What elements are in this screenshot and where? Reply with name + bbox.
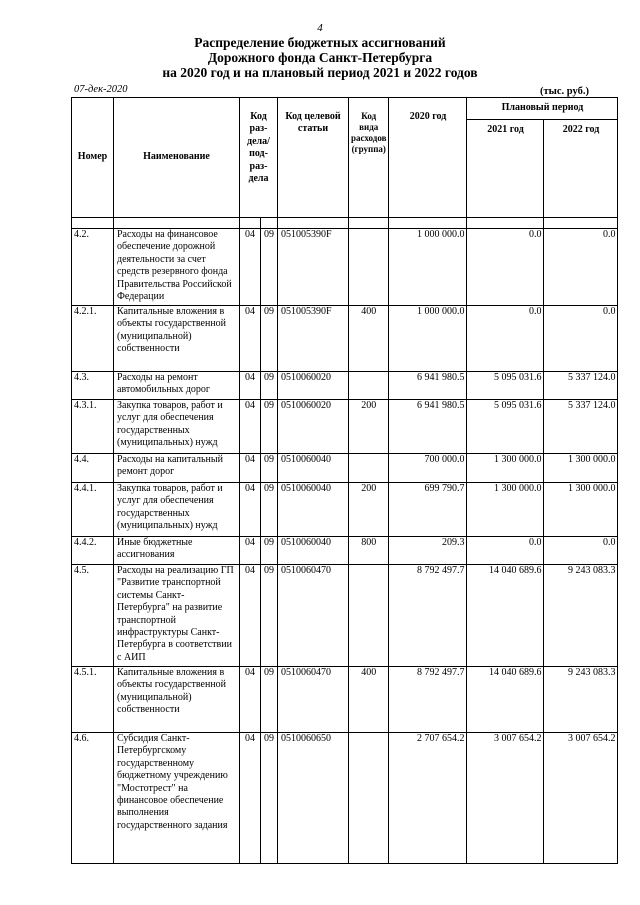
- row-subsection: 09: [261, 667, 278, 733]
- row-section: 04: [240, 454, 261, 483]
- row-section: 04: [240, 372, 261, 400]
- row-amount-2022: 0.0: [544, 306, 618, 372]
- table-row: [72, 537, 618, 565]
- row-number: 4.2.1.: [72, 306, 114, 372]
- row-expense-code: [349, 372, 389, 400]
- row-expense-code: 200: [349, 483, 389, 537]
- row-number: 4.5.: [72, 565, 114, 667]
- row-name: Расходы на финансовое обеспечение дорожной деятельности за счет средств резервного фонда Правительства Российской Федерации: [114, 229, 240, 306]
- header-planned-period: Плановый период: [467, 98, 618, 120]
- row-expense-code: [349, 229, 389, 306]
- row-name: Субсидия Санкт-Петербургскому государственному бюджетному учреждению "Мостотрест" на финансовое обеспечение выполнения государственного задания: [114, 733, 240, 864]
- row-amount-2022: 9 243 083.3: [544, 667, 618, 733]
- table-row: [72, 454, 618, 483]
- row-amount-2020: 8 792 497.7: [389, 565, 467, 667]
- table-row: [72, 372, 618, 400]
- table-row: [72, 667, 618, 733]
- row-target-code: 051005390F: [278, 229, 349, 306]
- row-number: 4.5.1.: [72, 667, 114, 733]
- document-title: [0, 35, 640, 80]
- row-subsection: 09: [261, 733, 278, 864]
- title-line-2: Дорожного фонда Санкт-Петербурга: [207, 50, 433, 65]
- page-number: 4: [317, 22, 323, 34]
- row-name: Расходы на капитальный ремонт дорог: [114, 454, 240, 483]
- table-row: [72, 733, 618, 864]
- row-subsection: 09: [261, 565, 278, 667]
- row-section: 04: [240, 733, 261, 864]
- row-name: Расходы на ремонт автомобильных дорог: [114, 372, 240, 400]
- row-amount-2021: 1 300 000.0: [467, 483, 544, 537]
- row-amount-2022: 1 300 000.0: [544, 483, 618, 537]
- row-amount-2021: 5 095 031.6: [467, 372, 544, 400]
- header-expense-code: Код вида расходов (группа): [349, 98, 389, 218]
- row-name: Капитальные вложения в объекты государственной (муниципальной) собственности: [114, 667, 240, 733]
- title-line-3: на 2020 год и на плановый период 2021 и 2022 годов: [162, 65, 478, 80]
- row-name: Закупка товаров, работ и услуг для обеспечения государственных (муниципальных) нужд: [114, 400, 240, 454]
- row-number: 4.2.: [72, 229, 114, 306]
- row-subsection: 09: [261, 372, 278, 400]
- row-expense-code: [349, 733, 389, 864]
- row-target-code: 0510060040: [278, 537, 349, 565]
- row-target-code: 0510060020: [278, 400, 349, 454]
- units-label: (тыс. руб.): [540, 86, 589, 97]
- row-amount-2020: 700 000.0: [389, 454, 467, 483]
- row-subsection: 09: [261, 306, 278, 372]
- row-amount-2021: 1 300 000.0: [467, 454, 544, 483]
- row-name: Иные бюджетные ассигнования: [114, 537, 240, 565]
- row-amount-2021: 5 095 031.6: [467, 400, 544, 454]
- header-number: Номер: [72, 98, 114, 218]
- table-row: [72, 565, 618, 667]
- row-amount-2021: 0.0: [467, 229, 544, 306]
- row-amount-2022: 0.0: [544, 537, 618, 565]
- row-target-code: 051005390F: [278, 306, 349, 372]
- row-name: Закупка товаров, работ и услуг для обеспечения государственных (муниципальных) нужд: [114, 483, 240, 537]
- row-subsection: 09: [261, 229, 278, 306]
- row-section: 04: [240, 667, 261, 733]
- table-row: [72, 400, 618, 454]
- row-expense-code: [349, 454, 389, 483]
- row-amount-2021: 14 040 689.6: [467, 667, 544, 733]
- row-subsection: 09: [261, 537, 278, 565]
- row-amount-2022: 1 300 000.0: [544, 454, 618, 483]
- row-amount-2020: 8 792 497.7: [389, 667, 467, 733]
- row-number: 4.4.: [72, 454, 114, 483]
- row-section: 04: [240, 537, 261, 565]
- budget-table: [71, 97, 618, 864]
- row-subsection: 09: [261, 400, 278, 454]
- header-name: Наименование: [114, 98, 240, 218]
- row-number: 4.6.: [72, 733, 114, 864]
- row-number: 4.3.1.: [72, 400, 114, 454]
- table-row: [72, 483, 618, 537]
- header-target-code: Код целевой статьи: [278, 98, 349, 218]
- row-amount-2021: 3 007 654.2: [467, 733, 544, 864]
- spacer-row: [72, 218, 618, 229]
- row-expense-code: 800: [349, 537, 389, 565]
- document-date: 07-дек-2020: [74, 84, 128, 95]
- row-amount-2020: 6 941 980.5: [389, 400, 467, 454]
- header-year-2022: 2022 год: [544, 120, 618, 218]
- row-amount-2020: 699 790.7: [389, 483, 467, 537]
- row-target-code: 0510060650: [278, 733, 349, 864]
- row-expense-code: 200: [349, 400, 389, 454]
- row-target-code: 0510060470: [278, 667, 349, 733]
- table-body: [72, 218, 618, 864]
- row-target-code: 0510060040: [278, 454, 349, 483]
- row-section: 04: [240, 565, 261, 667]
- row-section: 04: [240, 400, 261, 454]
- row-name: Капитальные вложения в объекты государственной (муниципальной) собственности: [114, 306, 240, 372]
- row-expense-code: [349, 565, 389, 667]
- row-expense-code: 400: [349, 667, 389, 733]
- row-target-code: 0510060470: [278, 565, 349, 667]
- title-line-1: Распределение бюджетных ассигнований: [194, 35, 446, 50]
- row-subsection: 09: [261, 454, 278, 483]
- row-amount-2020: 1 000 000.0: [389, 229, 467, 306]
- row-amount-2022: 5 337 124.0: [544, 372, 618, 400]
- row-amount-2022: 0.0: [544, 229, 618, 306]
- row-subsection: 09: [261, 483, 278, 537]
- row-number: 4.4.1.: [72, 483, 114, 537]
- table-row: [72, 306, 618, 372]
- header-year-2021: 2021 год: [467, 120, 544, 218]
- row-amount-2020: 209.3: [389, 537, 467, 565]
- row-amount-2020: 2 707 654.2: [389, 733, 467, 864]
- row-amount-2021: 14 040 689.6: [467, 565, 544, 667]
- row-section: 04: [240, 229, 261, 306]
- row-amount-2021: 0.0: [467, 306, 544, 372]
- header-year-2020: 2020 год: [389, 98, 467, 218]
- row-section: 04: [240, 483, 261, 537]
- row-amount-2022: 5 337 124.0: [544, 400, 618, 454]
- row-amount-2020: 1 000 000.0: [389, 306, 467, 372]
- header-section-code: Код раз-дела/ под-раз-дела: [240, 98, 278, 218]
- row-amount-2022: 9 243 083.3: [544, 565, 618, 667]
- row-name: Расходы на реализацию ГП "Развитие транспортной системы Санкт-Петербурга" на развитие транспортной инфраструктуры Санкт-Петербурга в соответствии с АИП: [114, 565, 240, 667]
- row-amount-2020: 6 941 980.5: [389, 372, 467, 400]
- row-target-code: 0510060020: [278, 372, 349, 400]
- row-expense-code: 400: [349, 306, 389, 372]
- row-number: 4.4.2.: [72, 537, 114, 565]
- row-number: 4.3.: [72, 372, 114, 400]
- table-row: [72, 229, 618, 306]
- row-target-code: 0510060040: [278, 483, 349, 537]
- row-amount-2021: 0.0: [467, 537, 544, 565]
- row-amount-2022: 3 007 654.2: [544, 733, 618, 864]
- row-section: 04: [240, 306, 261, 372]
